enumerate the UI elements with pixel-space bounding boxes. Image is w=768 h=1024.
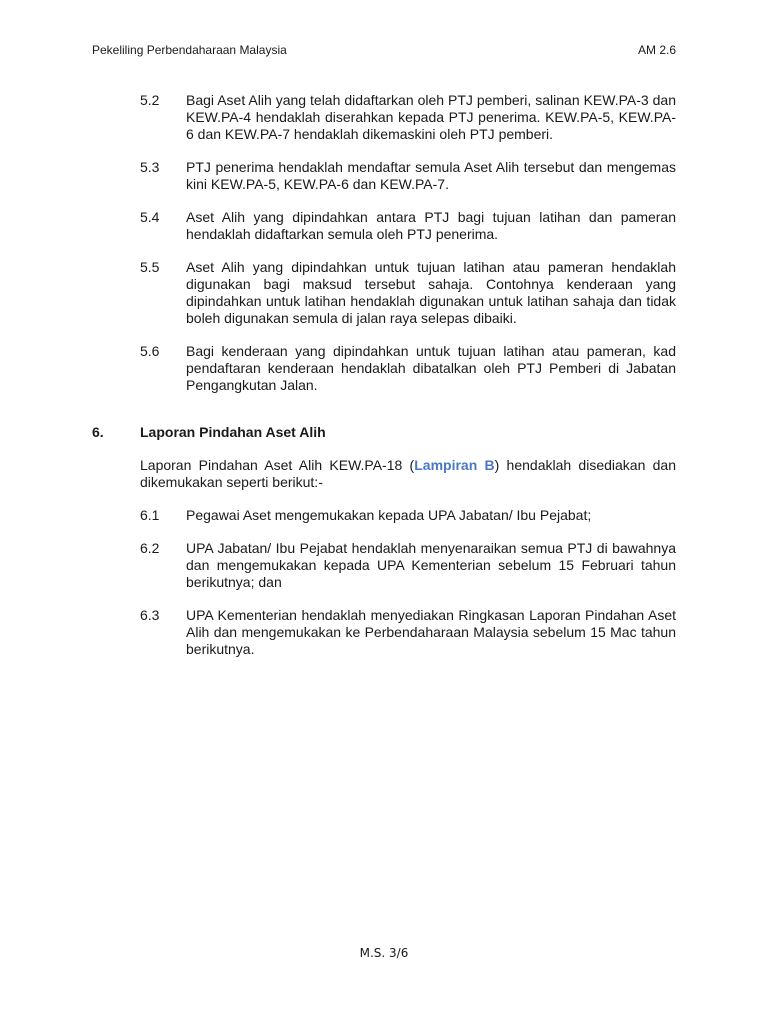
list-item-6-3 <box>140 607 676 658</box>
list-item-5-2 <box>140 92 676 143</box>
item-text: Bagi Aset Alih yang telah didaftarkan oleh PTJ pemberi, salinan KEW.PA-3 dan KEW.PA-4 hendaklah diserahkan kepada PTJ penerima. KEW.PA-5, KEW.PA-6 dan KEW.PA-7 hendaklah dikemaskini oleh PTJ pemberi. <box>186 92 676 142</box>
item-number: 5.5 <box>140 259 160 275</box>
item-text: Aset Alih yang dipindahkan untuk tujuan latihan atau pameran hendaklah digunakan bagi maksud tersebut sahaja. Contohnya kenderaan yang dipindahkan untuk latihan hendaklah digunakan untuk latihan sahaja dan tidak boleh digunakan semula di jalan raya selepas dibaiki. <box>186 259 676 326</box>
page-number: M.S. 3/6 <box>359 946 409 960</box>
item-number: 5.4 <box>140 209 160 225</box>
item-number: 5.3 <box>140 159 160 175</box>
list-item-6-2 <box>140 540 676 591</box>
section-number: 6. <box>92 424 104 440</box>
item-text: PTJ penerima hendaklah mendaftar semula Aset Alih tersebut dan mengemas kini KEW.PA-5, KEW.PA-6 dan KEW.PA-7. <box>186 159 676 192</box>
list-item-5-4 <box>140 209 676 243</box>
section-title: Laporan Pindahan Aset Alih <box>140 424 326 440</box>
item-number: 5.6 <box>140 343 160 359</box>
item-text: Bagi kenderaan yang dipindahkan untuk tujuan latihan atau pameran, kad pendaftaran kenderaan hendaklah dibatalkan oleh PTJ Pemberi di Jabatan Pengangkutan Jalan. <box>186 343 676 393</box>
section-heading <box>92 424 676 441</box>
intro-text-before: Laporan Pindahan Aset Alih KEW.PA-18 ( <box>140 457 415 473</box>
item-text: Aset Alih yang dipindahkan antara PTJ bagi tujuan latihan dan pameran hendaklah didaftarkan semula oleh PTJ penerima. <box>186 209 676 242</box>
item-number: 6.1 <box>140 507 160 523</box>
header-title: Pekeliling Perbendaharaan Malaysia <box>92 43 287 57</box>
item-text: UPA Kementerian hendaklah menyediakan Ringkasan Laporan Pindahan Aset Alih dan mengemukakan ke Perbendaharaan Malaysia sebelum 15 Mac tahun berikutnya. <box>186 607 676 657</box>
lampiran-b-link[interactable]: Lampiran B <box>414 457 495 473</box>
item-number: 6.2 <box>140 540 160 556</box>
item-text: Pegawai Aset mengemukakan kepada UPA Jabatan/ Ibu Pejabat; <box>186 507 592 523</box>
list-item-5-6 <box>140 343 676 394</box>
item-text: UPA Jabatan/ Ibu Pejabat hendaklah menyenaraikan semua PTJ di bawahnya dan mengemukakan kepada UPA Kementerian sebelum 15 Februari tahun berikutnya; dan <box>186 540 676 590</box>
list-item-5-3 <box>140 159 676 193</box>
section-intro <box>140 457 676 491</box>
document-body <box>92 92 676 658</box>
intro-text-after: ) hendaklah disediakan dan dikemukakan seperti berikut:- <box>140 457 676 490</box>
list-item-6-1 <box>140 507 676 524</box>
header-doc-code: AM 2.6 <box>637 43 676 57</box>
list-item-5-5 <box>140 259 676 327</box>
item-number: 5.2 <box>140 92 160 108</box>
item-number: 6.3 <box>140 607 160 623</box>
